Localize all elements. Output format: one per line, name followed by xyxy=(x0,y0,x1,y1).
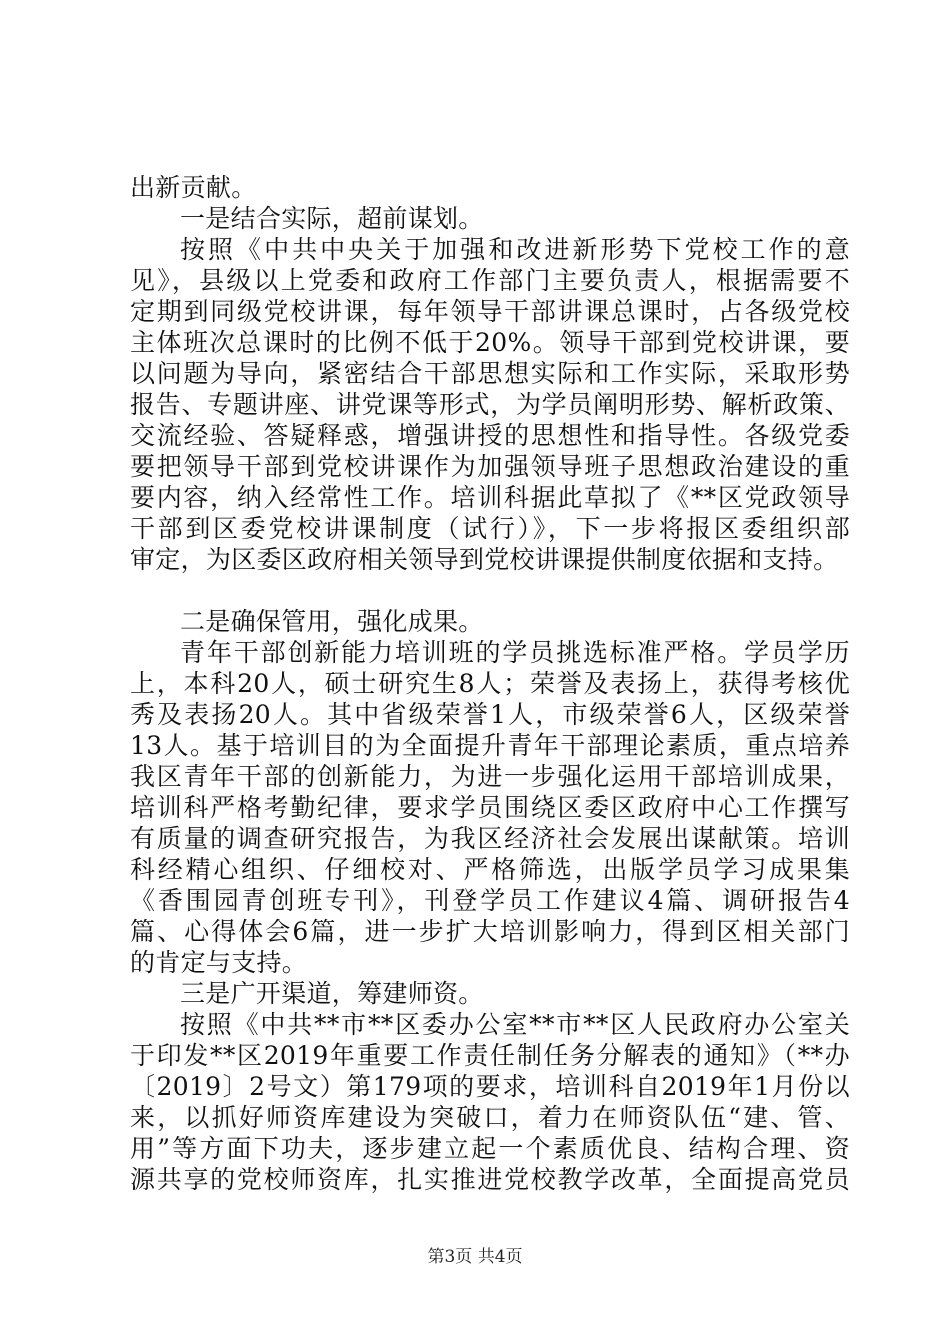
text-line: 用”等方面下功夫，逐步建立起一个素质优良、结构合理、资 xyxy=(130,1134,850,1163)
text-line: 《香围园青创班专刊》，刊登学员工作建议4篇、调研报告4 xyxy=(130,886,850,915)
text-line: 交流经验、答疑释惑，增强讲授的思想性和指导性。各级党委 xyxy=(130,421,850,450)
text-line: 二是确保管用，强化成果。 xyxy=(180,607,484,636)
page-footer: 第3页 共4页 xyxy=(427,1247,523,1267)
text-line: 的肯定与支持。 xyxy=(130,948,308,977)
text-line: 培训科严格考勤纪律，要求学员围绕区委区政府中心工作撰写 xyxy=(130,793,850,822)
text-line: 见》，县级以上党委和政府工作部门主要负责人，根据需要不 xyxy=(130,266,850,295)
text-line: 以问题为导向，紧密结合干部思想实际和工作实际，采取形势 xyxy=(130,359,850,388)
text-line: 按照《中共**市**区委办公室**市**区人民政府办公室关 xyxy=(180,1010,850,1039)
text-line: 一是结合实际，超前谋划。 xyxy=(180,204,484,233)
text-line: 13人。基于培训目的为全面提升青年干部理论素质，重点培养 xyxy=(130,731,850,760)
text-line: 审定，为区委区政府相关领导到党校讲课提供制度依据和支持。 xyxy=(130,545,839,574)
text-line: 主体班次总课时的比例不低于20%。领导干部到党校讲课，要 xyxy=(130,328,850,357)
text-line: 〔2019〕2号文）第179项的要求，培训科自2019年1月份以 xyxy=(130,1072,850,1101)
text-line: 来，以抓好师资库建设为突破口，着力在师资队伍“建、管、 xyxy=(130,1103,850,1132)
text-line: 出新贡献。 xyxy=(130,173,257,202)
text-line: 干部到区委党校讲课制度（试行）》，下一步将报区委组织部 xyxy=(130,514,850,543)
document-body xyxy=(130,172,850,1195)
paragraph-gap xyxy=(130,575,850,606)
text-line: 篇、心得体会6篇，进一步扩大培训影响力，得到区相关部门 xyxy=(130,917,850,946)
text-line: 科经精心组织、仔细校对、严格筛选，出版学员学习成果集 xyxy=(130,855,850,884)
text-line: 要内容，纳入经常性工作。培训科据此草拟了《**区党政领导 xyxy=(130,483,850,512)
text-line: 有质量的调查研究报告，为我区经济社会发展出谋献策。培训 xyxy=(130,824,850,853)
text-line: 报告、专题讲座、讲党课等形式，为学员阐明形势、解析政策、 xyxy=(130,390,850,419)
text-line: 秀及表扬20人。其中省级荣誉1人，市级荣誉6人，区级荣誉 xyxy=(130,700,850,729)
text-line: 定期到同级党校讲课，每年领导干部讲课总课时，占各级党校 xyxy=(130,297,850,326)
text-line: 于印发**区2019年重要工作责任制任务分解表的通知》（**办 xyxy=(130,1041,850,1070)
text-line: 我区青年干部的创新能力，为进一步强化运用干部培训成果， xyxy=(130,762,850,791)
text-line: 要把领导干部到党校讲课作为加强领导班子思想政治建设的重 xyxy=(130,452,850,481)
text-line: 源共享的党校师资库，扎实推进党校教学改革，全面提高党员 xyxy=(130,1165,850,1194)
text-line: 三是广开渠道，筹建师资。 xyxy=(180,979,484,1008)
text-line: 青年干部创新能力培训班的学员挑选标准严格。学员学历 xyxy=(180,638,850,667)
text-line: 按照《中共中央关于加强和改进新形势下党校工作的意 xyxy=(180,235,850,264)
text-line: 上，本科20人，硕士研究生8人；荣誉及表扬上，获得考核优 xyxy=(130,669,850,698)
